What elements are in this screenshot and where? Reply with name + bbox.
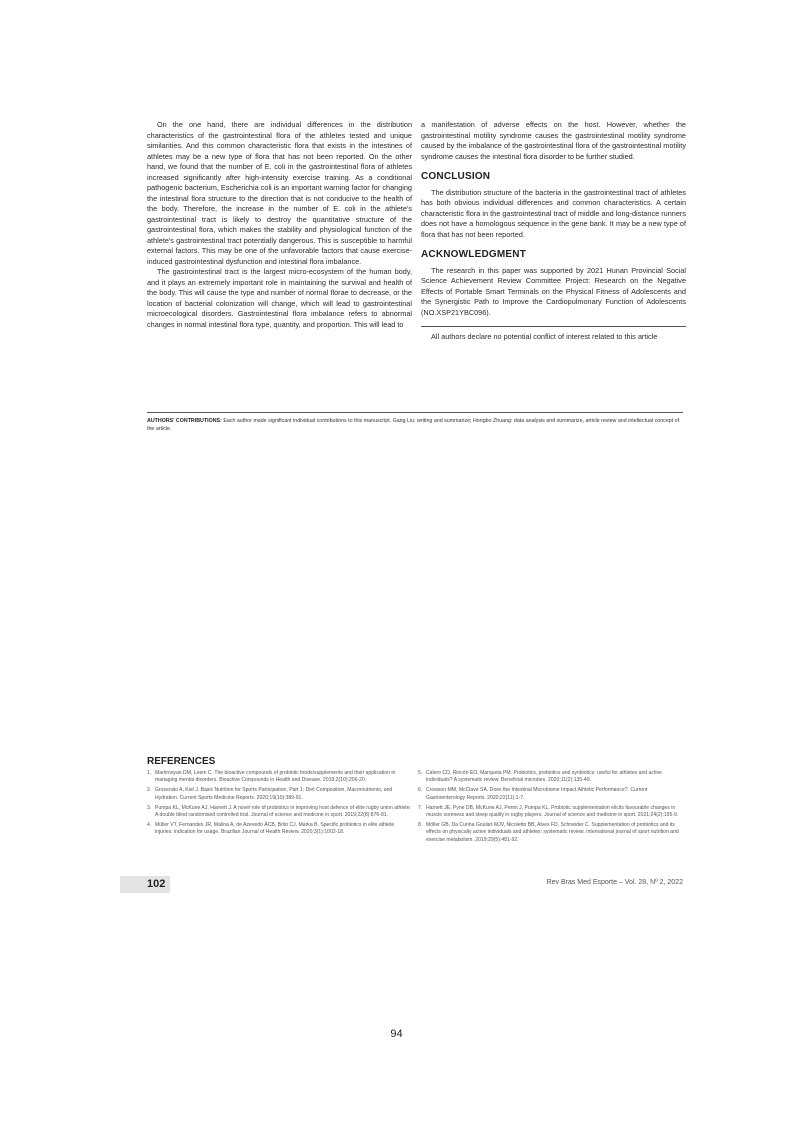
references-right-column <box>418 770 683 847</box>
body-paragraph: On the one hand, there are individual differences in the distribution characteristics of the gastrointestinal flora of the athletes tested and unique similarities. And this common characteristic flora that exists in the intestines of athletes may be a new type of flora that has not been reported. On the other hand, we found that the number of E. coli in the gastrointestinal flora of athletes increased significantly after high-intensity exercise training. As a conditional pathogenic bacterium, Escherichia coli is an important warning factor for changing the intestinal flora structure to the direction that is not conducive to the health of the body. Therefore, the increase in the number of E. coli in the athlete's gastrointestinal tract is likely to destroy the quantitative structure of the gastrointestinal flora, which makes the stability and physiological function of the athlete's gastrointestinal tract potentially dangerous. This is susceptible to harmful external factors. This may be one of the unfavorable factors that cause exercise-induced gastrointestinal dysfunction and intestinal flora imbalance. <box>147 120 412 266</box>
reference-item <box>418 787 683 801</box>
reference-item <box>418 822 683 844</box>
outer-page-number: 94 <box>390 1028 403 1040</box>
reference-item <box>147 787 412 801</box>
references-heading: REFERENCES <box>147 756 216 767</box>
reference-item <box>147 822 412 836</box>
reference-number: 8. <box>418 822 423 829</box>
page-number: 102 <box>147 878 166 890</box>
author-contributions <box>147 412 683 433</box>
conclusion-heading: CONCLUSION <box>421 171 491 182</box>
acknowledgment-text: The research in this paper was supported by 2021 Hunan Provincial Social Science Achievement Review Committee Project: Research on the Negative Effects of Portable Smart Terminals on the Physical Fitness of Adolescents and the Synergistic Path to Improve the Cardiopulmonary Function of Adolescents (NO.XSP21YBC096). <box>421 265 686 317</box>
reference-text: Harnett JE, Pyne DB, McKune AJ, Penm J, Pumpa KL. Probiotic supplementation elicits favourable changes in muscle soreness and sleep quality in rugby players. Journal of science and medicine in sport. 2021;24(2):195-9. <box>426 804 679 819</box>
conflict-statement-box <box>421 326 686 349</box>
reference-number: 5. <box>418 770 423 776</box>
reference-item <box>418 770 683 784</box>
reference-item <box>418 805 683 819</box>
reference-text: Grozenski A, Kiel J. Basic Nutrition for Sports Participation, Part 1: Diet Composition, Macronutrients, and Hydration. Current Sports Medicine Reports. 2020;19(10):389-91. <box>155 787 393 801</box>
page-footer <box>120 876 683 893</box>
reference-text: Martirosyan DM, Leem C. The bioactive compounds of probiotic foods/supplements and their application in managing mental disorders. Bioactive Compounds in Health and Disease. 2019;2(10):206-20. <box>155 770 396 784</box>
reference-number: 1. <box>147 770 152 776</box>
reference-text: Calero CD, Rincón EO, Marqueta PM. Probiotics, prebiotics and synbiotics: useful for athletes and active individuals? A systematic review. Beneficial microbes. 2020;11(2):135-49. <box>426 770 662 784</box>
reference-number: 4. <box>147 822 152 829</box>
left-column <box>147 120 412 330</box>
reference-number: 7. <box>418 804 423 811</box>
contributions-label: AUTHORS' CONTRIBUTIONS: <box>147 418 222 424</box>
right-column <box>421 120 686 349</box>
conflict-statement: All authors declare no potential conflict of interest related to this article <box>431 332 658 341</box>
journal-citation: Rev Bras Med Esporte – Vol. 28, Nº 2, 2022 <box>546 879 683 886</box>
reference-number: 6. <box>418 787 423 794</box>
reference-item <box>147 770 412 784</box>
body-paragraph: The gastrointestinal tract is the largest micro-ecosystem of the human body, and it plays an extremely important role in maintaining the survival and health of the body. This will cause the type and number of normal florae to decrease, or the location of bacterial colonization will change, which will lead to gastrointestinal microecological disorders. Gastrointestinal flora imbalance refers to abnormal changes in normal intestinal flora type, quantity, and proportion. This will lead to <box>147 267 412 329</box>
acknowledgment-heading: ACKNOWLEDGMENT <box>421 249 527 260</box>
body-paragraph: a manifestation of adverse effects on the host. However, whether the gastrointestinal motility syndrome causes the gastrointestinal motility syndrome caused by the imbalance of the gastrointestinal flora of the gastrointestinal motility syndrome causes the intestinal flora disorder to be further studied. <box>421 120 686 161</box>
references-section <box>147 756 683 847</box>
reference-text: Pumpa KL, McKune AJ, Harnett J. A novel role of probiotics in improving host defence of elite rugby union athlete: A double blind randomised controlled trial. Journal of science and medicine in sport. 2019;22(8):876-81. <box>155 804 411 819</box>
reference-text: Müller VT, Fernandes JR, Malina A, de Azevedo ÂCB, Brito CJ, Marka B. Specific probiotics in elite athlete injuries: indication for usage. Brazilian Journal of Health Review. 2020;3(1):1002-18. <box>155 822 395 836</box>
contributions-text: Each author made significant individual contributions to this manuscript. Gang Liu: writing and summarize; Hongbo Zhuang: data analysis and summarize, article review and intellectual concept of the article. <box>147 418 680 432</box>
reference-number: 3. <box>147 804 152 811</box>
references-left-column <box>147 770 412 847</box>
reference-text: Crowson MM, McClave SA. Does the Intestinal Microbiome Impact Athletic Performance?. Current Gastroenterology Reports. 2020;22(11):1-7. <box>426 787 648 801</box>
reference-number: 2. <box>147 787 152 794</box>
reference-item <box>147 805 412 819</box>
reference-text: Möller GB, Da Cunha Goulart MJV, Nicoletto BB, Alves FD, Schneider C. Supplementation of probiotics and its effects on physically active individuals and athletes: systematic review. International journal of sport nutrition and exercise metabolism. 2019;29(5):481-92. <box>426 822 679 843</box>
conclusion-text: The distribution structure of the bacteria in the gastrointestinal tract of athletes has both obvious individual differences and common characteristics. A certain characteristic flora in the gastrointestinal tract of middle and long-distance runners does not have a homologous sequence in the gene bank. It may be a new type of flora that has not been reported. <box>421 187 686 239</box>
